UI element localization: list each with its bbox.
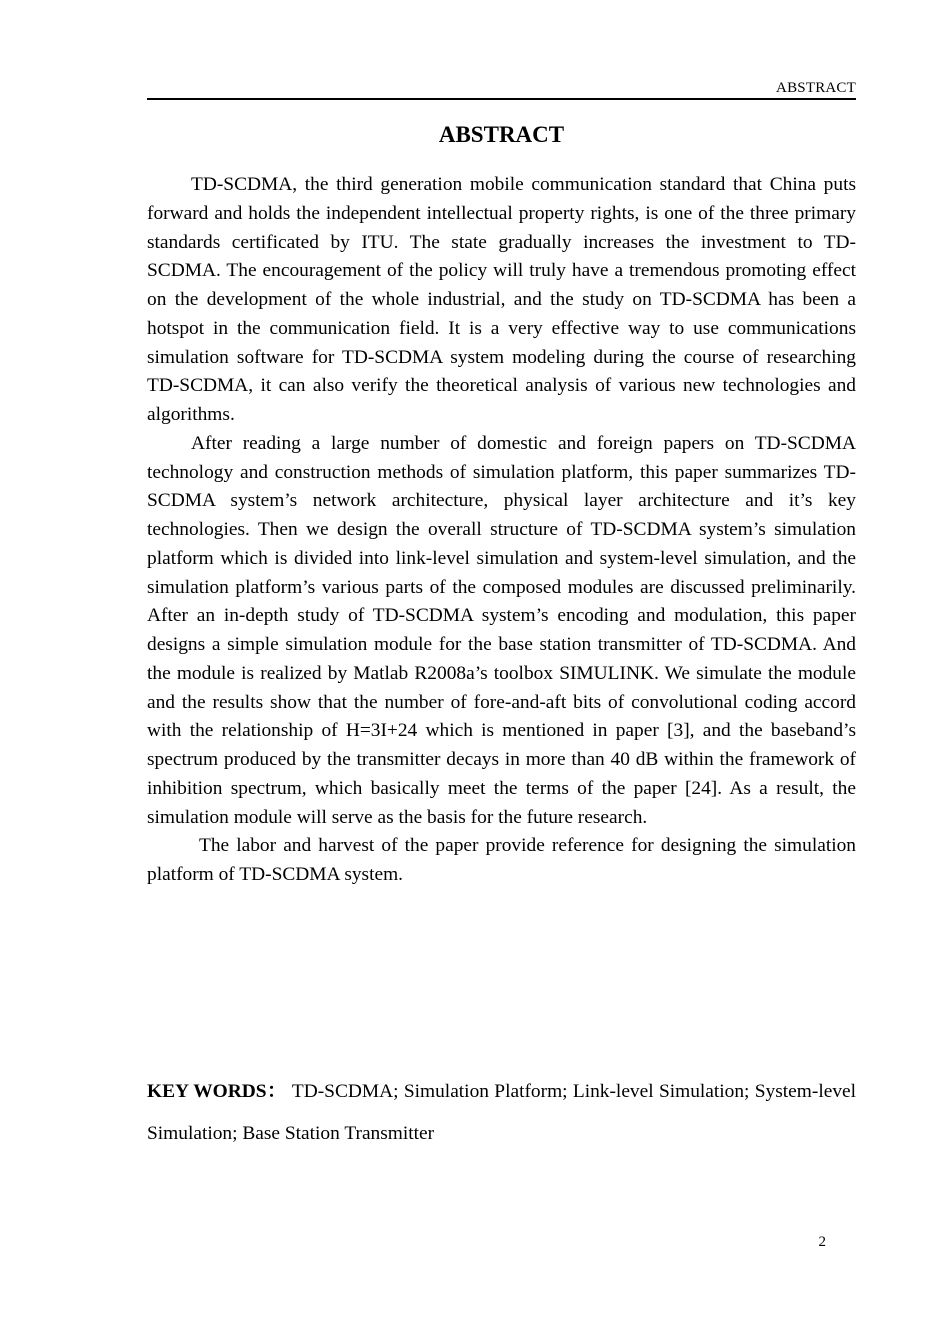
- keywords-text: TD-SCDMA; Simulation Platform; Link-level Simulation; System-level Simulation; Base Station Transmitter: [147, 1081, 857, 1144]
- abstract-paragraph: TD-SCDMA, the third generation mobile communication standard that China puts forward and holds the independent intellectual property rights, is one of the three primary standards certificated by ITU. The state gradually increases the investment to TD-SCDMA. The encouragement of the policy will truly have a tremendous promoting effect on the development of the whole industrial, and the study on TD-SCDMA has been a hotspot in the communication field. It is a very effective way to use communications simulation software for TD-SCDMA system modeling during the course of researching TD-SCDMA, it can also verify the theoretical analysis of various new technologies and algorithms.: [147, 174, 856, 425]
- keywords-label: KEY WORDS：: [147, 1081, 287, 1102]
- running-header: ABSTRACT: [776, 80, 856, 96]
- page-title: ABSTRACT: [438, 122, 565, 147]
- header-rule: [147, 98, 856, 100]
- keywords-section: [147, 1071, 856, 1155]
- abstract-body: [147, 171, 856, 890]
- page-number: 2: [818, 1234, 826, 1250]
- abstract-paragraph: After reading a large number of domestic and foreign papers on TD-SCDMA technology and construction methods of simulation platform, this paper summarizes TD-SCDMA system’s network architecture, physical layer architecture and it’s key technologies. Then we design the overall structure of TD-SCDMA system’s simulation platform which is divided into link-level simulation and system-level simulation, and the simulation platform’s various parts of the composed modules are discussed preliminarily. After an in-depth study of TD-SCDMA system’s encoding and modulation, this paper designs a simple simulation module for the base station transmitter of TD-SCDMA. And the module is realized by Matlab R2008a’s toolbox SIMULINK. We simulate the module and the results show that the number of fore-and-aft bits of convolutional coding accord with the relationship of H=3I+24 which is mentioned in paper [3], and the baseband’s spectrum produced by the transmitter decays in more than 40 dB within the framework of inhibition spectrum, which basically meet the terms of the paper [24]. As a result, the simulation module will serve as the basis for the future research.: [147, 432, 856, 828]
- abstract-paragraph: The labor and harvest of the paper provide reference for designing the simulation platform of TD-SCDMA system.: [147, 835, 856, 885]
